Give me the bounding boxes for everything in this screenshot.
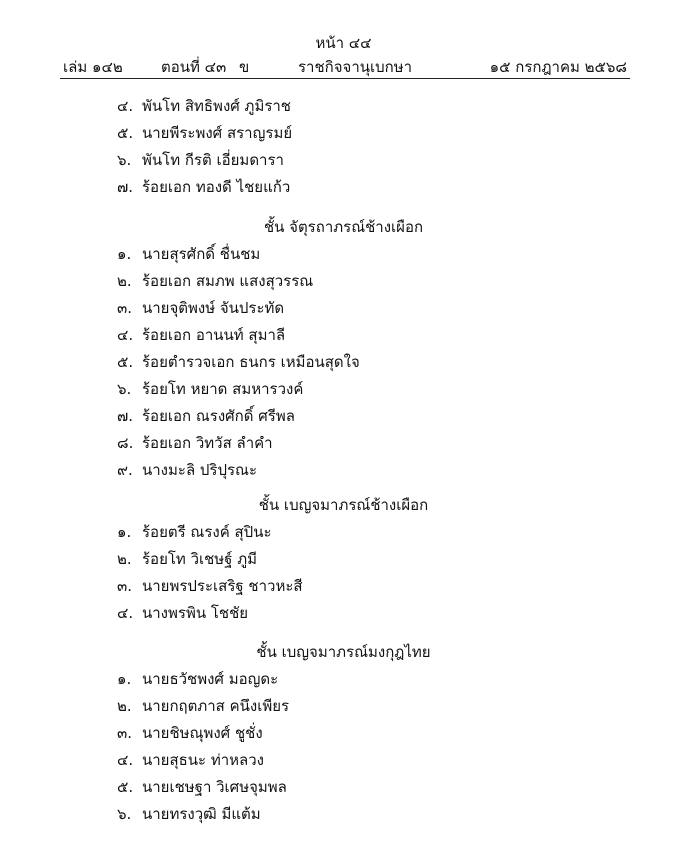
- recipient-name: ร้อยตำรวจเอก ธนกร เหมือนสุดใจ: [142, 353, 360, 371]
- item-number: ๓.: [117, 299, 133, 317]
- list-item: [117, 696, 289, 716]
- list-item: [117, 298, 284, 318]
- list-item: [117, 603, 248, 623]
- item-number: ๖.: [117, 380, 132, 398]
- list-item: [117, 406, 295, 426]
- item-number: ๖.: [117, 805, 132, 823]
- item-number: ๕.: [117, 124, 134, 142]
- list-item: [117, 460, 257, 480]
- list-item: [117, 244, 260, 264]
- item-number: ๒.: [117, 272, 132, 290]
- recipient-name: ร้อยเอก อานนท์ สุมาลี: [142, 326, 286, 344]
- recipient-name: นายสุธนะ ท่าหลวง: [142, 751, 264, 769]
- item-number: ๗.: [117, 407, 134, 425]
- recipient-name: นายจุติพงษ์ จันประทัด: [142, 299, 285, 317]
- item-number: ๔.: [117, 751, 134, 769]
- item-number: ๙.: [117, 461, 133, 479]
- recipient-name: นายพรประเสริฐ ชาวหะสี: [142, 577, 303, 595]
- item-number: ๓.: [117, 724, 133, 742]
- gazette-header: [63, 57, 627, 77]
- item-number: ๘.: [117, 434, 134, 452]
- list-item: [117, 123, 292, 143]
- page-number: หน้า ๔๔: [315, 34, 372, 52]
- list-item: [117, 379, 303, 399]
- list-item: [117, 96, 291, 116]
- item-number: ๒.: [117, 697, 132, 715]
- recipient-name: ร้อยโท หยาด สมหารวงค์: [142, 380, 304, 398]
- gazette-title: ราชกิจจานุเบกษา: [298, 58, 413, 76]
- class-heading: ชั้น เบญจมาภรณ์มงกุฎไทย: [256, 643, 431, 661]
- list-item: [117, 522, 272, 542]
- item-number: ๒.: [117, 550, 132, 568]
- recipient-name: ร้อยเอก ณรงศักดิ์ ศรีพล: [142, 407, 295, 425]
- class-heading: ชั้น เบญจมาภรณ์ช้างเผือก: [258, 496, 429, 514]
- list-item: [117, 352, 360, 372]
- recipient-name: นายเชษฐา วิเศษจุมพล: [142, 778, 287, 796]
- recipient-name: ร้อยโท วิเชษฐ์ ภูมี: [142, 550, 258, 568]
- list-item: [117, 150, 284, 170]
- list-item: [117, 669, 278, 689]
- item-number: ๔.: [117, 604, 134, 622]
- item-number: ๕.: [117, 778, 134, 796]
- list-item: [117, 723, 263, 743]
- item-number: ๑.: [117, 523, 132, 541]
- list-item: [117, 576, 303, 596]
- recipient-name: ร้อยเอก วิทวัส ลำคำ: [142, 434, 273, 452]
- recipient-name: ร้อยเอก สมภพ แสงสุวรรณ: [142, 272, 314, 290]
- list-item: [117, 433, 273, 453]
- item-number: ๔.: [117, 326, 134, 344]
- class-heading: ชั้น จัตุรถาภรณ์ช้างเผือก: [263, 218, 424, 236]
- item-number: ๔.: [117, 97, 134, 115]
- list-item: [117, 271, 313, 291]
- item-number: ๑.: [117, 245, 132, 263]
- header-divider: [60, 78, 630, 79]
- list-item: [117, 549, 257, 569]
- volume-label: เล่ม ๑๔๒: [63, 58, 123, 76]
- item-number: ๕.: [117, 353, 134, 371]
- recipient-name: นายธวัชพงศ์ มอญดะ: [142, 670, 279, 688]
- publication-date: ๑๕ กรกฎาคม ๒๕๖๘: [489, 58, 627, 76]
- item-number: ๗.: [117, 178, 134, 196]
- item-number: ๑.: [117, 670, 132, 688]
- item-number: ๓.: [117, 577, 133, 595]
- recipient-name: นางมะลิ ปริปุรณะ: [142, 461, 258, 479]
- recipient-name: นายสุรศักดิ์ ชื่นชม: [142, 245, 261, 263]
- list-item: [117, 750, 264, 770]
- list-item: [117, 804, 261, 824]
- recipient-name: พันโท สิทธิพงศ์ ภูมิราช: [142, 97, 291, 115]
- recipient-name: นายทรงวุฒิ มีแต้ม: [142, 805, 261, 823]
- recipient-name: นายกฤตภาส คนึงเพียร: [142, 697, 290, 715]
- recipient-name: พันโท กีรติ เอี่ยมดารา: [142, 151, 284, 169]
- list-item: [117, 325, 285, 345]
- section-label: ข: [239, 58, 250, 76]
- item-number: ๖.: [117, 151, 132, 169]
- recipient-name: นางพรพิน โชชัย: [142, 604, 249, 622]
- recipient-name: ร้อยเอก ทองดี ไชยแก้ว: [142, 178, 291, 196]
- recipient-name: ร้อยตรี ณรงค์ สุปินะ: [142, 523, 272, 541]
- recipient-name: นายชิษณุพงศ์ ชูชั่ง: [142, 724, 263, 742]
- recipient-name: นายพีระพงศ์ สราญรมย์: [142, 124, 293, 142]
- list-item: [117, 177, 290, 197]
- issue-label: ตอนที่ ๔๓: [161, 58, 227, 76]
- list-item: [117, 777, 287, 797]
